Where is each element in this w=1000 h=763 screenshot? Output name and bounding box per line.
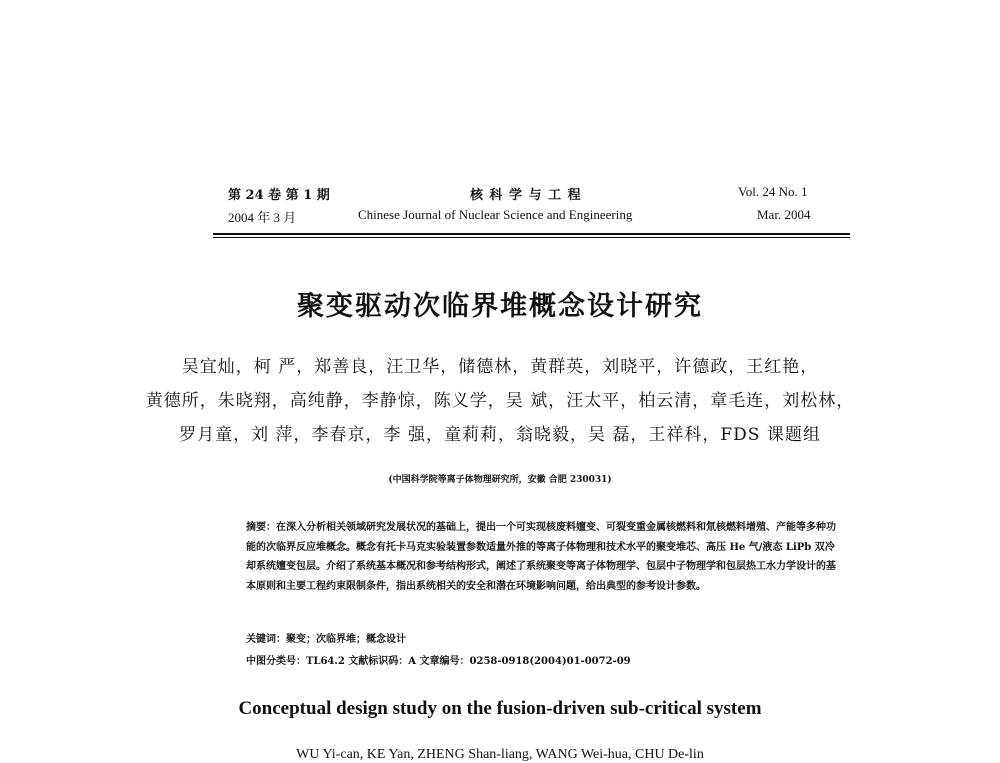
issue-volume: 第 24 卷 第 1 期: [228, 188, 330, 203]
volume-number-en: Vol. 24 No. 1: [738, 184, 808, 199]
issue-date-cn: 2004 年 3 月: [228, 210, 297, 225]
journal-name-en: Chinese Journal of Nuclear Science and Engineering: [358, 207, 633, 222]
keywords: 关键词：聚变；次临界堆；概念设计: [246, 634, 406, 645]
author-line-3: 罗月童，刘 萍，李春京，李 强，童莉莉，翁晓毅，吴 磊，王祥科，FDS 课题组: [179, 425, 821, 445]
header-rule-thin: [213, 237, 850, 238]
authors-en: WU Yi-can, KE Yan, ZHENG Shan-liang, WANG Wei-hua, CHU De-lin: [296, 747, 704, 762]
classification-codes: 中图分类号：TL64.2 文献标识码：A 文章编号：0258-0918(2004)01-0072-09: [246, 656, 631, 667]
paper-title-en: Conceptual design study on the fusion-driven sub-critical system: [238, 698, 762, 719]
header-rule-thick: [213, 233, 850, 235]
affiliation: (中国科学院等离子体物理研究所，安徽 合肥 230031): [388, 475, 612, 485]
issue-date-en: Mar. 2004: [757, 207, 811, 222]
paper-title-cn: 聚变驱动次临界堆概念设计研究: [297, 291, 703, 322]
abstract: 摘要：在深入分析相关领域研究发展状况的基础上，提出一个可实现核废料嬗变、可裂变重金属核燃料和氚核燃料增殖、产能等多种功能的次临界反应堆概念。概念有托卡马克实验装置参数适量外推的等离子体物理和技术水平的聚变堆芯、高压 He 气/液态 LiPb 双冷却系统嬗变包层。介绍了系统基本概况和参考结构形式，阐述了系统聚变等离子体物理学、包层中子物理学和包层热工水力学设计的基本原则和主要工程约束限制条件，指出系统相关的安全和潜在环境影响问题，给出典型的参考设计参数。: [246, 522, 836, 592]
journal-name-cn: 核 科 学 与 工 程: [470, 188, 582, 203]
author-line-1: 吴宜灿，柯 严，郑善良，汪卫华，储德林，黄群英，刘晓平，许德政，王红艳，: [181, 357, 819, 377]
author-line-2: 黄德所，朱晓翔，高纯静，李静惊，陈义学，吴 斌，汪太平，柏云清，章毛连，刘松林，: [145, 391, 855, 411]
